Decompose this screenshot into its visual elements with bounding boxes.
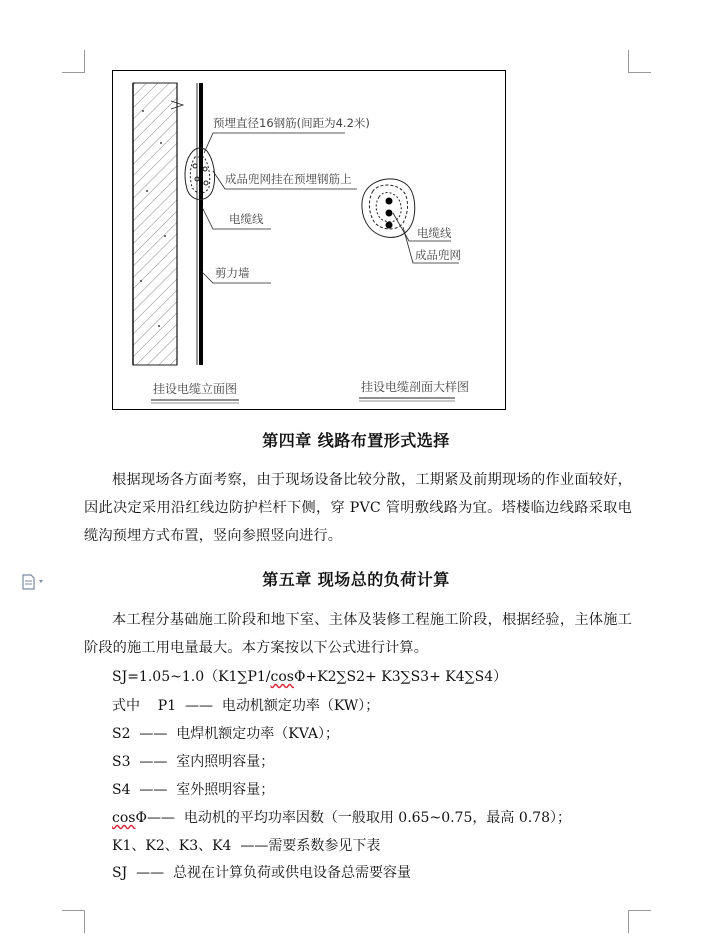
- document-options-icon[interactable]: [22, 574, 48, 590]
- crop-mark-top-left: [62, 50, 85, 73]
- caption-left: 挂设电缆立面图: [153, 382, 238, 396]
- cable-dot-middle: [386, 210, 393, 217]
- def-k-factors: K1、K2、K3、K4 ——需要系数参见下表: [112, 838, 381, 854]
- chapter-4-body: 根据现场各方面考察，由于现场设备比较分散，工期紧及前期现场的作业面较好，因此决定采用沿红线边防护栏杆下侧，穿 PVC 管明敷线路为宜。塔楼临边线路采取电缆沟预埋方式布置，竖向参照竖向进行。: [84, 472, 632, 544]
- def-s2: S2 —— 电焊机额定功率（KVA）；: [112, 726, 340, 742]
- shear-wall-drawing: [133, 83, 183, 365]
- label-shear-wall: 剪力墙: [215, 266, 250, 280]
- label-rebar: 预埋直径16钢筋(间距为4.2米): [213, 116, 370, 130]
- cable-dot-top: [386, 198, 393, 205]
- label-net-right: 成品兜网: [415, 248, 461, 262]
- chapter-5-body: 本工程分基础施工阶段和地下室、主体及装修工程施工阶段，根据经验，主体施工阶段的施工用电量最大。本方案按以下公式进行计算。: [84, 612, 632, 656]
- cable-cross-section: [362, 179, 415, 237]
- caption-right: 挂设电缆剖面大样图: [361, 380, 470, 394]
- cable-hanging-drawing: [113, 71, 507, 411]
- chapter-4-title: 第四章 线路布置形式选择: [262, 431, 450, 450]
- load-formula: SJ=1.05~1.0（K1∑P1/cosΦ+K2∑S2+ K3∑S3+ K4∑S4）: [112, 669, 508, 685]
- crop-mark-bottom-left: [62, 910, 85, 933]
- def-sj: SJ —— 总视在计算负荷或供电设备总需要容量: [112, 865, 412, 881]
- def-s3: S3 —— 室内照明容量；: [112, 754, 275, 770]
- cable-hanging-figure: [112, 70, 506, 410]
- def-s4: S4 —— 室外照明容量；: [112, 782, 275, 798]
- label-cable-right: 电缆线: [417, 226, 452, 240]
- crop-mark-top-right: [628, 50, 651, 73]
- label-net-hang: 成品兜网挂在预埋钢筋上: [225, 172, 352, 186]
- cable-dot-bottom: [386, 222, 393, 229]
- def-cos-phi: cosΦ—— 电动机的平均功率因数（一般取用 0.65~0.75，最高 0.78）；: [112, 810, 571, 826]
- label-cable-left: 电缆线: [229, 212, 264, 226]
- crop-mark-bottom-right: [628, 910, 651, 933]
- def-p1: 式中 P1 —— 电动机额定功率（KW）；: [112, 698, 380, 714]
- chapter-5-title: 第五章 现场总的负荷计算: [262, 570, 450, 589]
